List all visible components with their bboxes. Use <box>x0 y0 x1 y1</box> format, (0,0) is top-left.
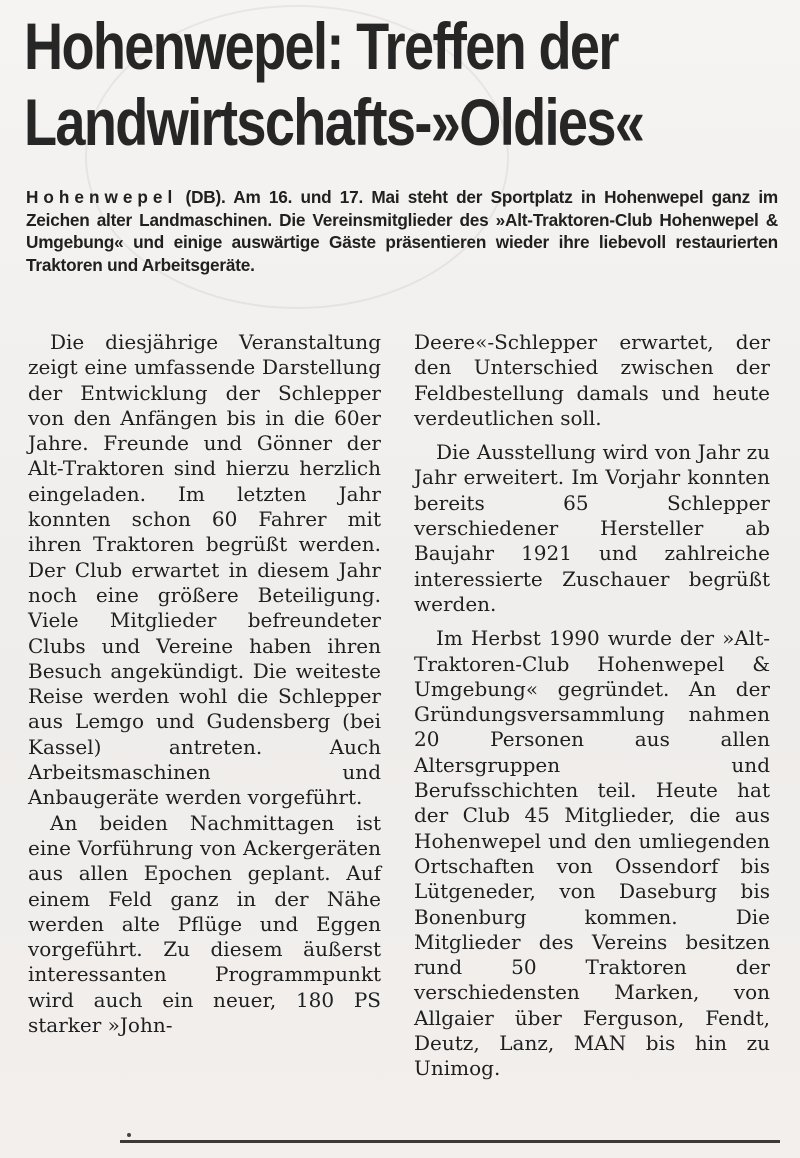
headline <box>24 8 647 160</box>
paragraph: An beiden Nachmittagen ist eine Vorführung von Ackergeräten aus allen Epochen geplant. Auf einem Feld ganz in der Nähe werden alte Pflüge und Eggen vorgeführt. Zu diesem äußerst interessanten Programmpunkt wird auch ein neuer, 180 PS starker »John- <box>28 810 381 1038</box>
column-right <box>414 330 770 1082</box>
paragraph: Im Herbst 1990 wurde der »Alt-Traktoren-Club Hohenwepel & Umgebung« gegründet. An der Gründungsversammlung nahmen 20 Personen aus allen Altersgruppen und Berufsschichten teil. Heute hat der Club 45 Mitglieder, die aus Hohenwepel und den umliegenden Ortschaften von Ossendorf bis Lütgeneder, von Daseburg bis Bonenburg kommen. Die Mitglieder des Vereins besitzen rund 50 Traktoren der verschiedensten Marken, von Allgaier über Ferguson, Fendt, Deutz, Lanz, MAN bis hin zu Unimog. <box>414 626 770 1081</box>
paragraph: Die diesjährige Veranstaltung zeigt eine umfassende Darstellung der Entwicklung der Schlepper von den Anfängen bis in die 60er Jahre. Freunde und Gönner der Alt-Traktoren sind hierzu herzlich eingeladen. Im letzten Jahr konnten schon 60 Fahrer mit ihren Traktoren begrüßt werden. Der Club erwartet in diesem Jahr noch eine größere Beteiligung. Viele Mitglieder befreundeter Clubs und Vereine haben ihren Besuch angekündigt. Die weiteste Reise werden wohl die Schlepper aus Lemgo und Gudensberg (bei Kassel) antreten. Auch Arbeitsmaschinen und Anbaugeräte werden vorgeführt. <box>28 330 381 810</box>
bottom-rule <box>120 1140 780 1143</box>
lead-paragraph <box>26 186 778 276</box>
headline-line-1: Hohenwepel: Treffen der <box>24 9 618 83</box>
lead-placename: Hohenwepel <box>26 187 178 207</box>
lead-text: (DB). Am 16. und 17. Mai steht der Sportplatz in Hohenwepel ganz im Zeichen alter Landmaschinen. Die Vereinsmitglieder des »Alt-Traktoren-Club Hohenwepel & Umgebung« und einige auswärtige Gäste präsentieren wieder ihre liebevoll restaurierten Traktoren und Arbeitsgeräte. <box>26 187 778 275</box>
ink-dot <box>127 1133 131 1137</box>
headline-line-2: Landwirtschafts-»Oldies« <box>24 85 644 159</box>
paragraph: Die Ausstellung wird von Jahr zu Jahr erweitert. Im Vorjahr konnten bereits 65 Schlepper verschiedener Hersteller ab Baujahr 1921 und zahlreiche interessierte Zuschauer begrüßt werden. <box>414 440 770 616</box>
paragraph: Deere«-Schlepper erwartet, der den Unterschied zwischen der Feldbestellung damals und heute verdeutlichen soll. <box>414 330 770 430</box>
column-left <box>28 330 381 1038</box>
